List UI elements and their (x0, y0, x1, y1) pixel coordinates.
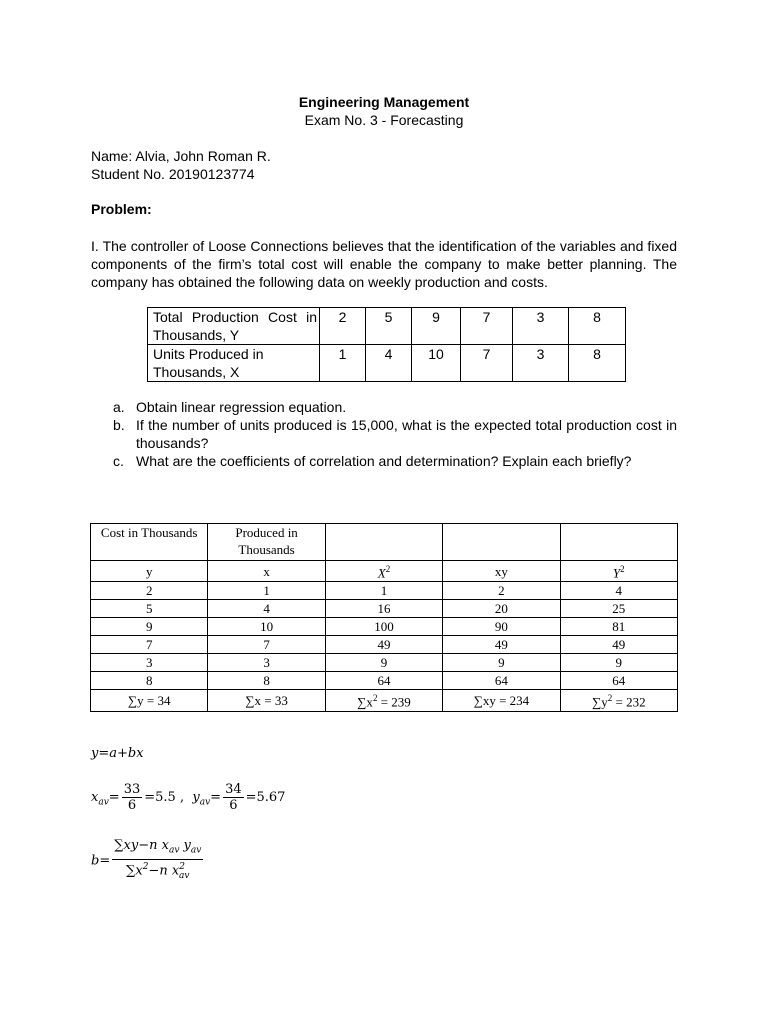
table-cell: 8 (91, 672, 208, 690)
table-cell: 10 (208, 618, 325, 636)
variable-header: y (91, 561, 208, 582)
column-header (325, 524, 442, 561)
table-cell: 5 (91, 600, 208, 618)
production-data-table (147, 307, 626, 382)
table-row (91, 582, 678, 600)
question-text: Obtain linear regression equation. (136, 399, 347, 415)
table-cell: 9 (325, 654, 442, 672)
y-value: 3 (513, 308, 569, 345)
column-header: Cost in Thousands (91, 524, 208, 561)
table-row (148, 345, 626, 382)
yav-denominator: 6 (229, 798, 238, 813)
xav-result: =5.5 , (144, 790, 185, 805)
table-cell: 90 (443, 618, 560, 636)
x-value: 4 (366, 345, 412, 382)
table-cell: 81 (560, 618, 677, 636)
y-squared-label: Y (612, 565, 621, 581)
table-cell: 1 (208, 582, 325, 600)
variable-header: xy (443, 561, 560, 582)
row-label-y: Total Production Cost in Thousands, Y (148, 308, 320, 345)
table-cell: 64 (560, 672, 677, 690)
table-header-row (91, 524, 678, 561)
x-value: 10 (412, 345, 461, 382)
student-name: Name: Alvia, John Roman R. (91, 148, 271, 164)
x-value: 3 (513, 345, 569, 382)
x-value: 8 (569, 345, 626, 382)
table-row (91, 600, 678, 618)
table-cell: 1 (325, 582, 442, 600)
table-cell: 2 (91, 582, 208, 600)
variable-header: $Y^2$ (560, 561, 677, 582)
table-cell: 8 (208, 672, 325, 690)
student-number: Student No. 20190123774 (91, 166, 255, 182)
sum-xy: ∑xy = 234 (443, 690, 560, 711)
y-value: 8 (569, 308, 626, 345)
question-marker: c. (113, 453, 124, 469)
table-row (148, 308, 626, 345)
list-item (113, 452, 677, 470)
y-value: 7 (461, 308, 513, 345)
course-title: Engineering Management (298, 94, 470, 110)
table-cell: 49 (443, 636, 560, 654)
sum-y: ∑y = 34 (91, 690, 208, 711)
table-cell: 2 (443, 582, 560, 600)
calculation-table (90, 523, 678, 712)
table-row (91, 672, 678, 690)
sum-y-squared: $\sum y^2 = 232$ (560, 690, 677, 711)
table-cell: 3 (208, 654, 325, 672)
table-cell: 3 (91, 654, 208, 672)
table-cell: 9 (560, 654, 677, 672)
question-list (91, 398, 677, 470)
exam-title: Exam No. 3 - Forecasting (304, 112, 464, 128)
slope-formula: b= $\frac{\sum xy-n x_{av} y_{av}}{\sum x^2-n x^2_{av}}$ (91, 838, 202, 881)
x-value: 1 (320, 345, 366, 382)
table-cell: 100 (325, 618, 442, 636)
table-row (91, 654, 678, 672)
table-cell: 49 (325, 636, 442, 654)
question-text: If the number of units produced is 15,000, what is the expected total production cost in thousands? (136, 417, 677, 451)
list-item (113, 398, 677, 416)
row-label-x: Units Produced in Thousands, X (148, 345, 320, 382)
sum-x: ∑x = 33 (208, 690, 325, 711)
table-cell: 7 (208, 636, 325, 654)
table-row (91, 618, 678, 636)
average-formulas: $x_{av}=$ $\frac{33}{6}$ =5.5 , $y_{av}=$ $\frac{34}{6}$ =5.67 (91, 782, 286, 813)
question-text: What are the coefficients of correlation and determination? Explain each briefly? (136, 453, 632, 469)
question-marker: a. (113, 399, 125, 415)
yav-numerator: 34 (225, 782, 242, 797)
column-header (560, 524, 677, 561)
table-cell: 4 (560, 582, 677, 600)
table-row (91, 636, 678, 654)
y-value: 5 (366, 308, 412, 345)
sum-x-squared: $\sum x^2 = 239$ (325, 690, 442, 711)
column-header (443, 524, 560, 561)
variable-header: $X^2$ (325, 561, 442, 582)
x-squared-label: X (377, 565, 386, 581)
table-cell: 64 (443, 672, 560, 690)
table-header-row (91, 561, 678, 582)
yav-result: =5.67 (245, 790, 286, 805)
problem-text: I. The controller of Loose Connections believes that the identification of the variables and fixed components of the firm’s total cost will enable the company to make better planning. The company has obtained the following data on weekly production and costs. (91, 238, 677, 290)
table-cell: 7 (91, 636, 208, 654)
list-item (113, 416, 677, 452)
table-cell: 64 (325, 672, 442, 690)
table-cell: 9 (91, 618, 208, 636)
y-value: 9 (412, 308, 461, 345)
table-cell: 20 (443, 600, 560, 618)
column-header: Produced in Thousands (208, 524, 325, 561)
xav-denominator: 6 (127, 798, 137, 813)
table-cell: 4 (208, 600, 325, 618)
table-cell: 49 (560, 636, 677, 654)
regression-equation: y=a+bx (91, 746, 144, 761)
x-value: 7 (461, 345, 513, 382)
table-cell: 16 (325, 600, 442, 618)
table-cell: 9 (443, 654, 560, 672)
sum-row (91, 690, 678, 711)
question-marker: b. (113, 417, 125, 433)
xav-numerator: 33 (123, 782, 141, 797)
table-cell: 25 (560, 600, 677, 618)
variable-header: x (208, 561, 325, 582)
y-value: 2 (320, 308, 366, 345)
problem-heading: Problem: (91, 201, 152, 217)
